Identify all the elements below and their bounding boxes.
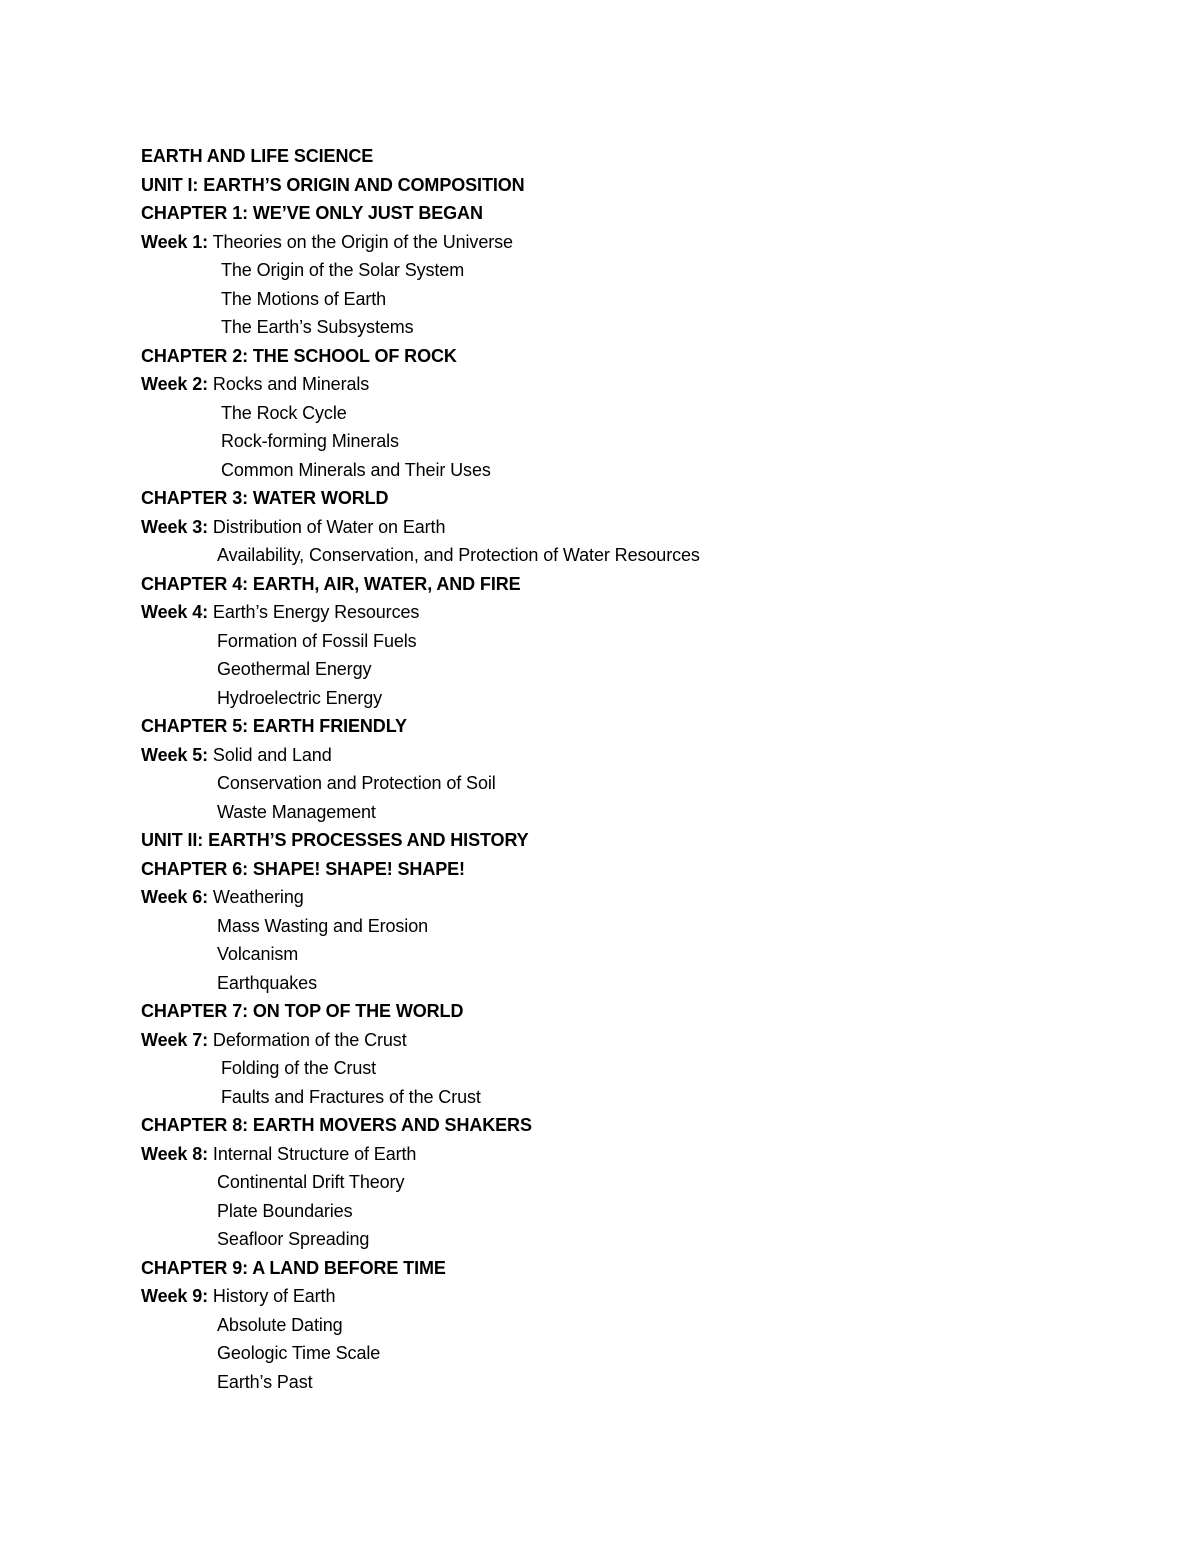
chapter-title: CHAPTER 1: WE’VE ONLY JUST BEGAN [141, 203, 483, 223]
topic: Solid and Land [212, 744, 332, 765]
topic: The Earth’s Subsystems [221, 317, 414, 337]
week-line [141, 513, 1141, 542]
topic: Faults and Fractures of the Crust [221, 1086, 481, 1107]
topic: Weathering [212, 887, 304, 907]
chapter-title: CHAPTER 4: EARTH, AIR, WATER, AND FIRE [141, 573, 521, 594]
topic: Geothermal Energy [217, 659, 372, 679]
chapter-title: CHAPTER 3: WATER WORLD [141, 488, 389, 508]
week-line [141, 370, 1141, 399]
topic: Waste Management [217, 801, 376, 822]
topic: Earth’s Energy Resources [212, 602, 420, 622]
topic: Conservation and Protection of Soil [217, 773, 496, 793]
week-line [141, 598, 1141, 627]
chapter-title: CHAPTER 9: A LAND BEFORE TIME [141, 1257, 446, 1278]
topic: Continental Drift Theory [217, 1172, 405, 1192]
chapter-title: CHAPTER 7: ON TOP OF THE WORLD [141, 1001, 464, 1021]
topic: Rock-forming Minerals [221, 431, 399, 451]
topic: Distribution of Water on Earth [212, 516, 446, 537]
chapter-title: CHAPTER 6: SHAPE! SHAPE! SHAPE! [141, 858, 465, 879]
week-label: Week 2: [141, 374, 209, 394]
topic: Formation of Fossil Fuels [217, 630, 417, 651]
topic: Absolute Dating [217, 1314, 343, 1335]
document-page [141, 142, 1141, 1396]
topic: Hydroelectric Energy [217, 687, 383, 708]
unit-title: UNIT II: EARTH’S PROCESSES AND HISTORY [141, 830, 529, 850]
unit-title: UNIT I: EARTH’S ORIGIN AND COMPOSITION [141, 174, 525, 195]
topic: Seafloor Spreading [217, 1229, 370, 1249]
week-label: Week 7: [141, 1029, 209, 1050]
topic: The Motions of Earth [221, 288, 387, 309]
week-label: Week 8: [141, 1143, 209, 1164]
week-label: Week 3: [141, 516, 209, 537]
course-title: EARTH AND LIFE SCIENCE [141, 146, 374, 166]
week-label: Week 1: [141, 231, 209, 252]
topic: Volcanism [217, 944, 299, 964]
week-line [141, 883, 1141, 912]
topic: Mass Wasting and Erosion [217, 915, 429, 936]
topic: The Origin of the Solar System [221, 260, 465, 280]
topic: Internal Structure of Earth [212, 1143, 417, 1164]
chapter-title: CHAPTER 5: EARTH FRIENDLY [141, 716, 407, 736]
topic: Rocks and Minerals [212, 374, 370, 394]
week-label: Week 6: [141, 887, 209, 907]
week-label: Week 5: [141, 744, 209, 765]
topic: The Rock Cycle [221, 402, 347, 423]
topic: Deformation of the Crust [212, 1029, 407, 1050]
topic: Earth’s Past [217, 1371, 313, 1392]
week-label: Week 4: [141, 602, 209, 622]
chapter-title: CHAPTER 2: THE SCHOOL OF ROCK [141, 345, 457, 366]
week-line [141, 228, 1141, 257]
week-label: Week 9: [141, 1286, 209, 1306]
topic: Folding of the Crust [221, 1058, 377, 1078]
week-line [141, 741, 1141, 770]
week-line [141, 1026, 1141, 1055]
week-line [141, 1282, 1141, 1311]
topic: Common Minerals and Their Uses [221, 459, 491, 480]
chapter-title: CHAPTER 8: EARTH MOVERS AND SHAKERS [141, 1115, 532, 1135]
week-line [141, 1140, 1141, 1169]
topic: Geologic Time Scale [217, 1343, 381, 1363]
topic: Plate Boundaries [217, 1200, 353, 1221]
topic: History of Earth [212, 1286, 336, 1306]
topic: Availability, Conservation, and Protection of Water Resources [217, 545, 700, 565]
topic: Earthquakes [217, 972, 317, 993]
topic: Theories on the Origin of the Universe [212, 231, 513, 252]
